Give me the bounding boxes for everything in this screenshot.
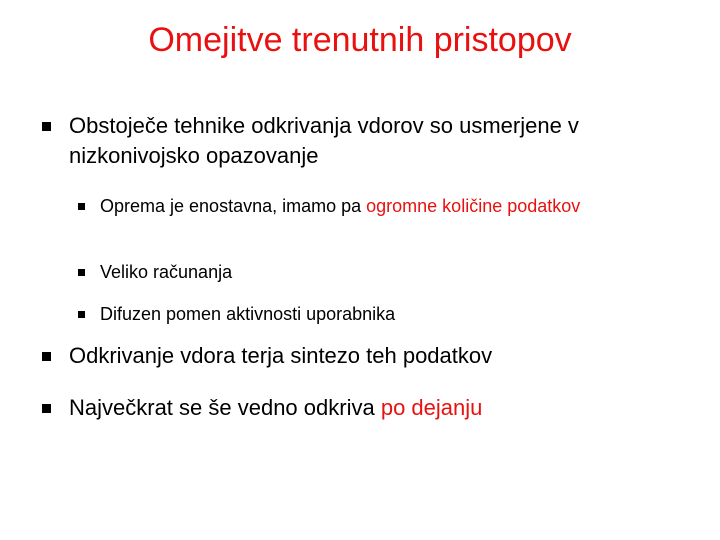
sub-bullet-item bbox=[78, 259, 700, 286]
square-bullet-icon bbox=[78, 269, 85, 276]
square-bullet-icon bbox=[78, 311, 85, 318]
square-bullet-icon bbox=[78, 203, 85, 210]
bullet-text: Veliko računanja bbox=[100, 262, 233, 282]
bullet-text: Difuzen pomen aktivnosti uporabnika bbox=[100, 304, 396, 324]
bullet-item bbox=[42, 341, 709, 371]
bullet-highlight-text: po dejanju bbox=[380, 395, 483, 420]
bullet-text: Odkrivanje vdora terja sintezo teh podatkov bbox=[69, 343, 493, 368]
bullet-text: Oprema je enostavna, imamo pa bbox=[100, 196, 367, 216]
slide-title: Omejitve trenutnih pristopov bbox=[148, 21, 572, 59]
square-bullet-icon bbox=[42, 404, 51, 413]
bullet-text: Obstoječe tehnike odkrivanja vdorov so usmerjene v nizkonivojsko opazovanje bbox=[69, 113, 579, 168]
square-bullet-icon bbox=[42, 122, 51, 131]
bullet-item bbox=[42, 111, 709, 171]
bullet-item bbox=[42, 393, 709, 423]
bullet-text: Največkrat se še vedno odkriva bbox=[69, 395, 381, 420]
sub-bullet-item bbox=[78, 301, 700, 328]
sub-bullet-item bbox=[78, 193, 700, 220]
bullet-highlight-text: ogromne količine podatkov bbox=[366, 196, 581, 216]
square-bullet-icon bbox=[42, 352, 51, 361]
